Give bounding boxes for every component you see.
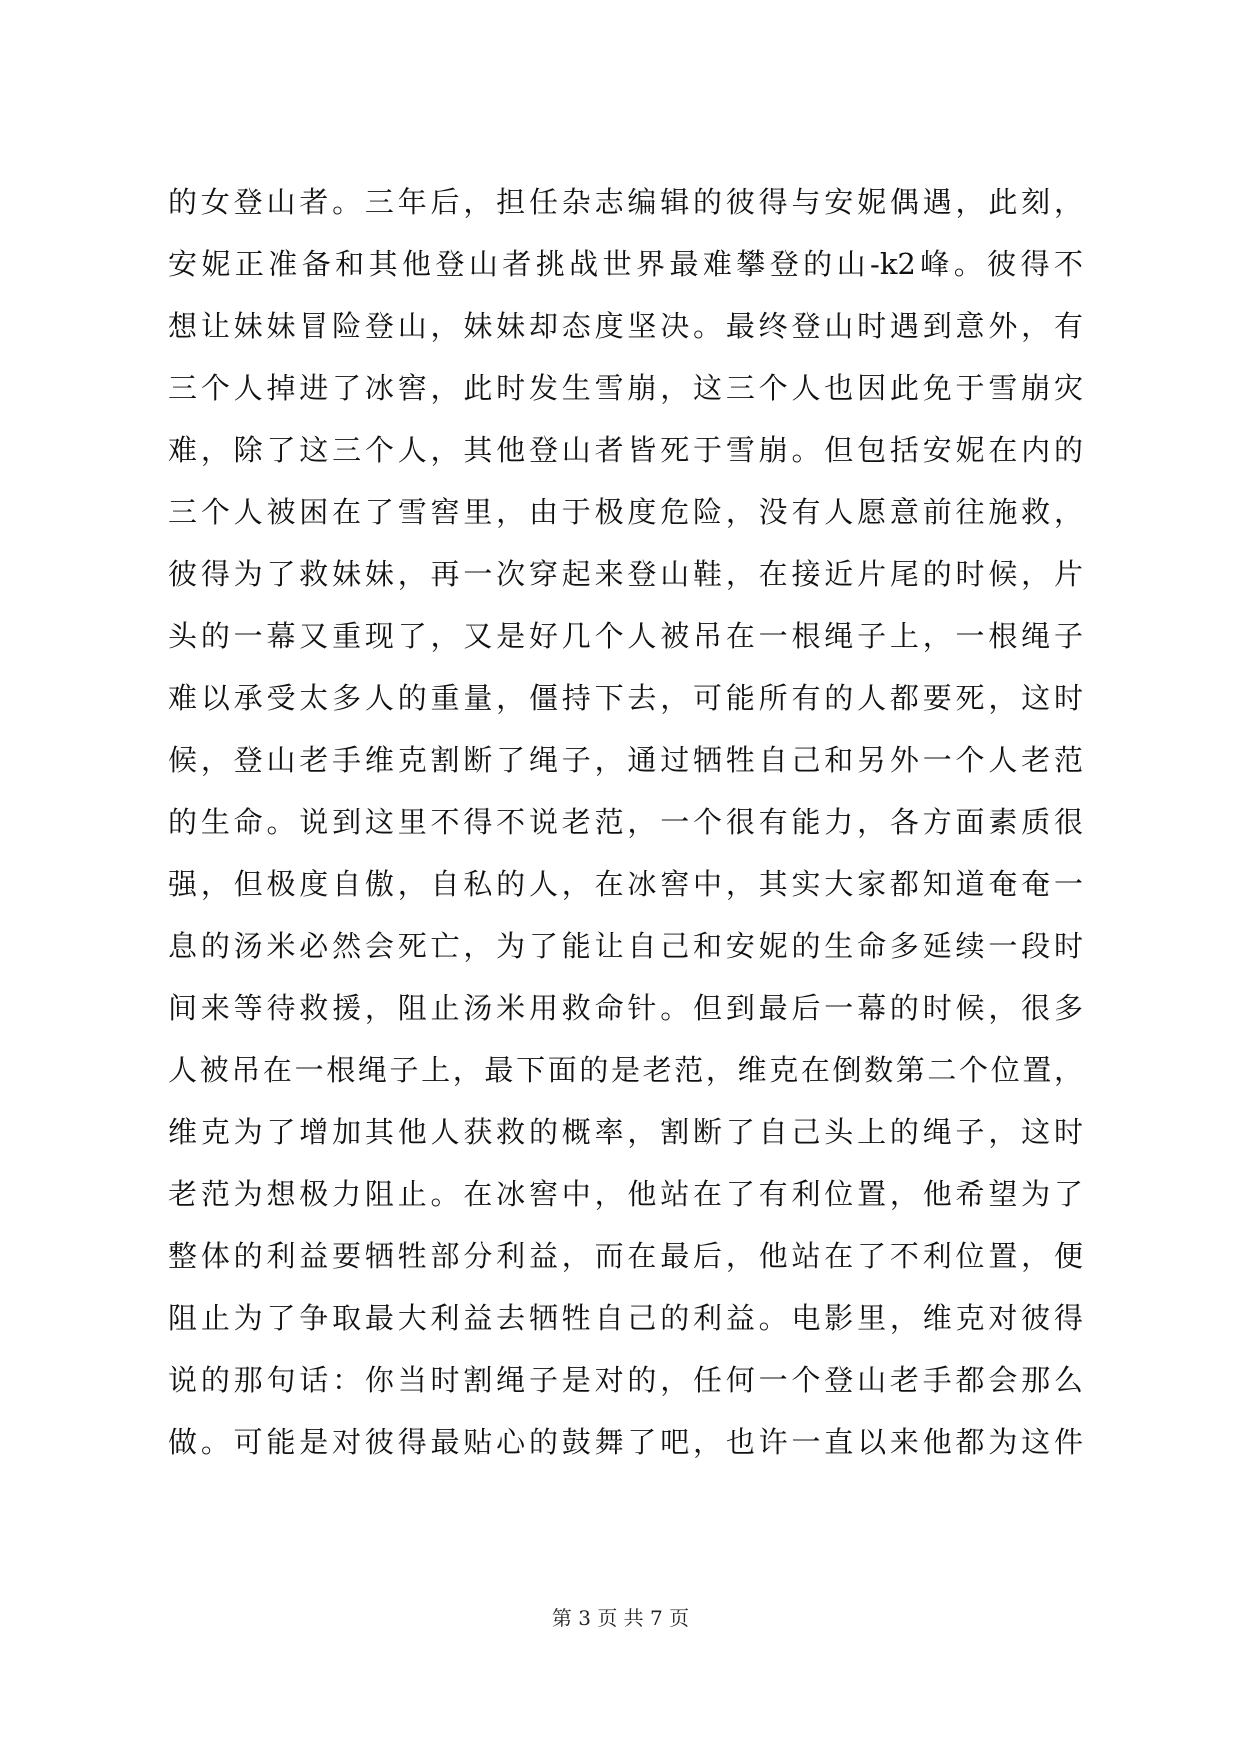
text-line: 整体的利益要牺牲部分利益，而在最后，他站在了不利位置，便 xyxy=(168,1239,1083,1273)
text-line: 强，但极度自傲，自私的人，在冰窖中，其实大家都知道奄奄一 xyxy=(168,867,1083,901)
body-text xyxy=(168,171,1083,1473)
text-line: 说的那句话：你当时割绳子是对的，任何一个登山老手都会那么 xyxy=(168,1363,1083,1397)
text-line: 的生命。说到这里不得不说老范，一个很有能力，各方面素质很 xyxy=(168,805,1083,839)
text-line: 三个人掉进了冰窖，此时发生雪崩，这三个人也因此免于雪崩灾 xyxy=(168,371,1083,405)
text-line: 想让妹妹冒险登山，妹妹却态度坚决。最终登山时遇到意外，有 xyxy=(168,309,1083,343)
text-line: 彼得为了救妹妹，再一次穿起来登山鞋，在接近片尾的时候，片 xyxy=(168,557,1083,591)
text-line: 做。可能是对彼得最贴心的鼓舞了吧，也许一直以来他都为这件 xyxy=(168,1425,1083,1459)
text-line: 老范为想极力阻止。在冰窖中，他站在了有利位置，他希望为了 xyxy=(168,1177,1083,1211)
text-line: 阻止为了争取最大利益去牺牲自己的利益。电影里，维克对彼得 xyxy=(168,1301,1083,1335)
text-line: 的女登山者。三年后，担任杂志编辑的彼得与安妮偶遇，此刻， xyxy=(168,185,1083,219)
text-line: 息的汤米必然会死亡，为了能让自己和安妮的生命多延续一段时 xyxy=(168,929,1083,963)
text-line: 维克为了增加其他人获救的概率，割断了自己头上的绳子，这时 xyxy=(168,1115,1083,1149)
text-line: 三个人被困在了雪窖里，由于极度危险，没有人愿意前往施救， xyxy=(168,495,1083,529)
text-line: 头的一幕又重现了，又是好几个人被吊在一根绳子上，一根绳子 xyxy=(168,619,1083,653)
text-line: 间来等待救援，阻止汤米用救命针。但到最后一幕的时候，很多 xyxy=(168,991,1083,1025)
text-line: 人被吊在一根绳子上，最下面的是老范，维克在倒数第二个位置， xyxy=(168,1053,1083,1087)
text-line: 候，登山老手维克割断了绳子，通过牺牲自己和另外一个人老范 xyxy=(168,743,1083,777)
text-line: 难以承受太多人的重量，僵持下去，可能所有的人都要死，这时 xyxy=(168,681,1083,715)
page-number-footer: 第 3 页 共 7 页 xyxy=(551,1606,690,1630)
text-line: 安妮正准备和其他登山者挑战世界最难攀登的山-k2峰。彼得不 xyxy=(168,247,1083,281)
text-line: 难，除了这三个人，其他登山者皆死于雪崩。但包括安妮在内的 xyxy=(168,433,1083,467)
